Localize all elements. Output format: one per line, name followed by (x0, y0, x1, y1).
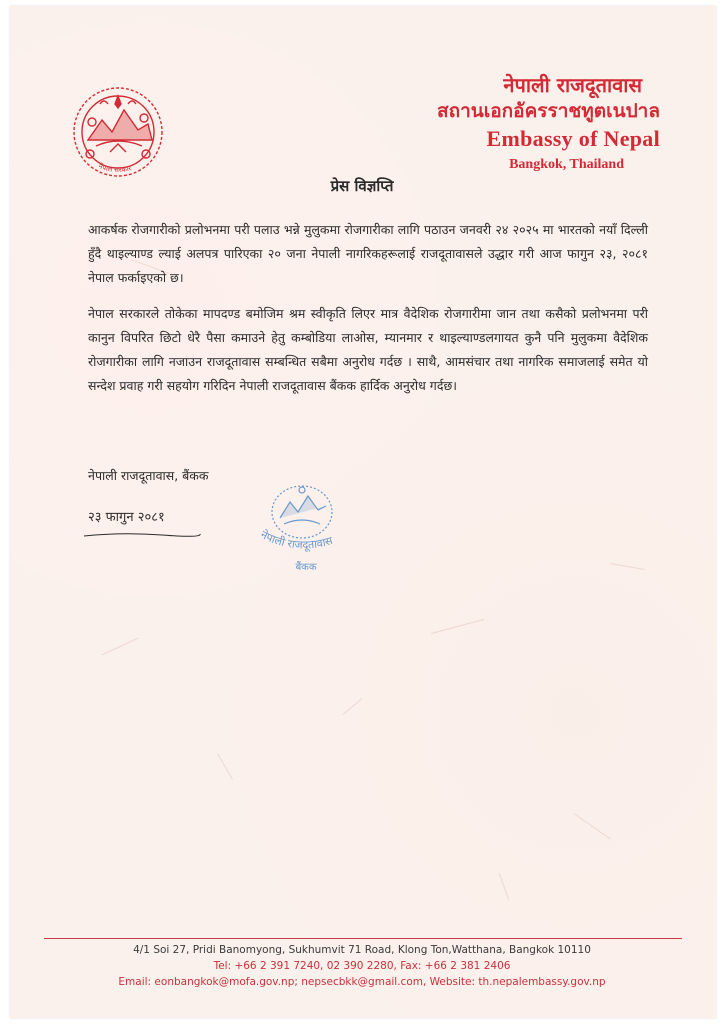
embassy-name-thai: สถานเอกอัครราชทูตเนปาล (437, 100, 660, 122)
footer-divider (44, 938, 682, 939)
body-paragraph-1: आकर्षक रोजगारीको प्रलोभनमा परी पलाउ भन्ने मुलुकमा रोजगारीका लागि पठाउन जनवरी २४ २०२५ मा भारतको नयाँ दिल्ली हुँदै थाइल्याण्ड ल्याई अलपत्र पारिएका २० जना नेपाली नागरिकहरूलाई राजदूतावासले उद्धार गरी आज फागुन २३, २०८१ नेपाल फर्काइएको छ। (88, 222, 648, 285)
coat-of-arms-of-nepal-icon (66, 80, 170, 184)
embassy-city: Bangkok, Thailand (509, 157, 624, 172)
letterhead (400, 72, 660, 176)
footer-address: 4/1 Soi 27, Pridi Banomyong, Sukhumvit 71 Road, Klong Ton,Watthana, Bangkok 10110 (133, 944, 591, 956)
embassy-seal-icon (254, 472, 358, 582)
svg-text:बैंकक: बैंकक (295, 562, 317, 573)
embassy-name-english: Embassy of Nepal (486, 126, 660, 151)
date-underline (82, 530, 202, 540)
body-paragraph-2: नेपाल सरकारले तोकेका मापदण्ड बमोजिम श्रम स्वीकृति लिएर मात्र वैदेशिक रोजगारीमा जान तथा कसैको प्रलोभनमा परी कानुन विपरित छिटो धेरै पैसा कमाउने हेतु कम्बोडिया लाओस, म्यानमार र थाइल्याण्डलगायत कुनै पनि मुलुकमा वैदेशिक रोजगारीका लागि नजाउन राजदूतावास सम्बन्धित सबैमा अनुरोध गर्दछ । साथै, आमसंचार तथा नागरिक समाजलाई समेत यो सन्देश प्रवाह गरी सहयोग गरिदिन नेपाली राजदूतावास बैंकक हार्दिक अनुरोध गर्दछ। (88, 306, 648, 393)
embassy-name-nepali: नेपाली राजदूतावास (503, 73, 642, 97)
footer-contact: Email: eonbangkok@mofa.gov.np; nepsecbkk@gmail.com, Website: th.nepalembassy.gov.np (118, 976, 606, 988)
signoff-date: २३ फागुन २०८१ (88, 510, 165, 525)
svg-text:नेपाली राजदूतावास: नेपाली राजदूतावास (258, 528, 335, 552)
document-title: प्रेस विज्ञप्ति (330, 177, 394, 195)
footer-phone: Tel: +66 2 391 7240, 02 390 2280, Fax: +66 2 381 2406 (213, 960, 511, 972)
signoff-organization: नेपाली राजदूतावास, बैंकक (88, 468, 209, 483)
footer (0, 942, 724, 990)
svg-text:नेपाल सरकार: नेपाल सरकार (97, 162, 133, 175)
